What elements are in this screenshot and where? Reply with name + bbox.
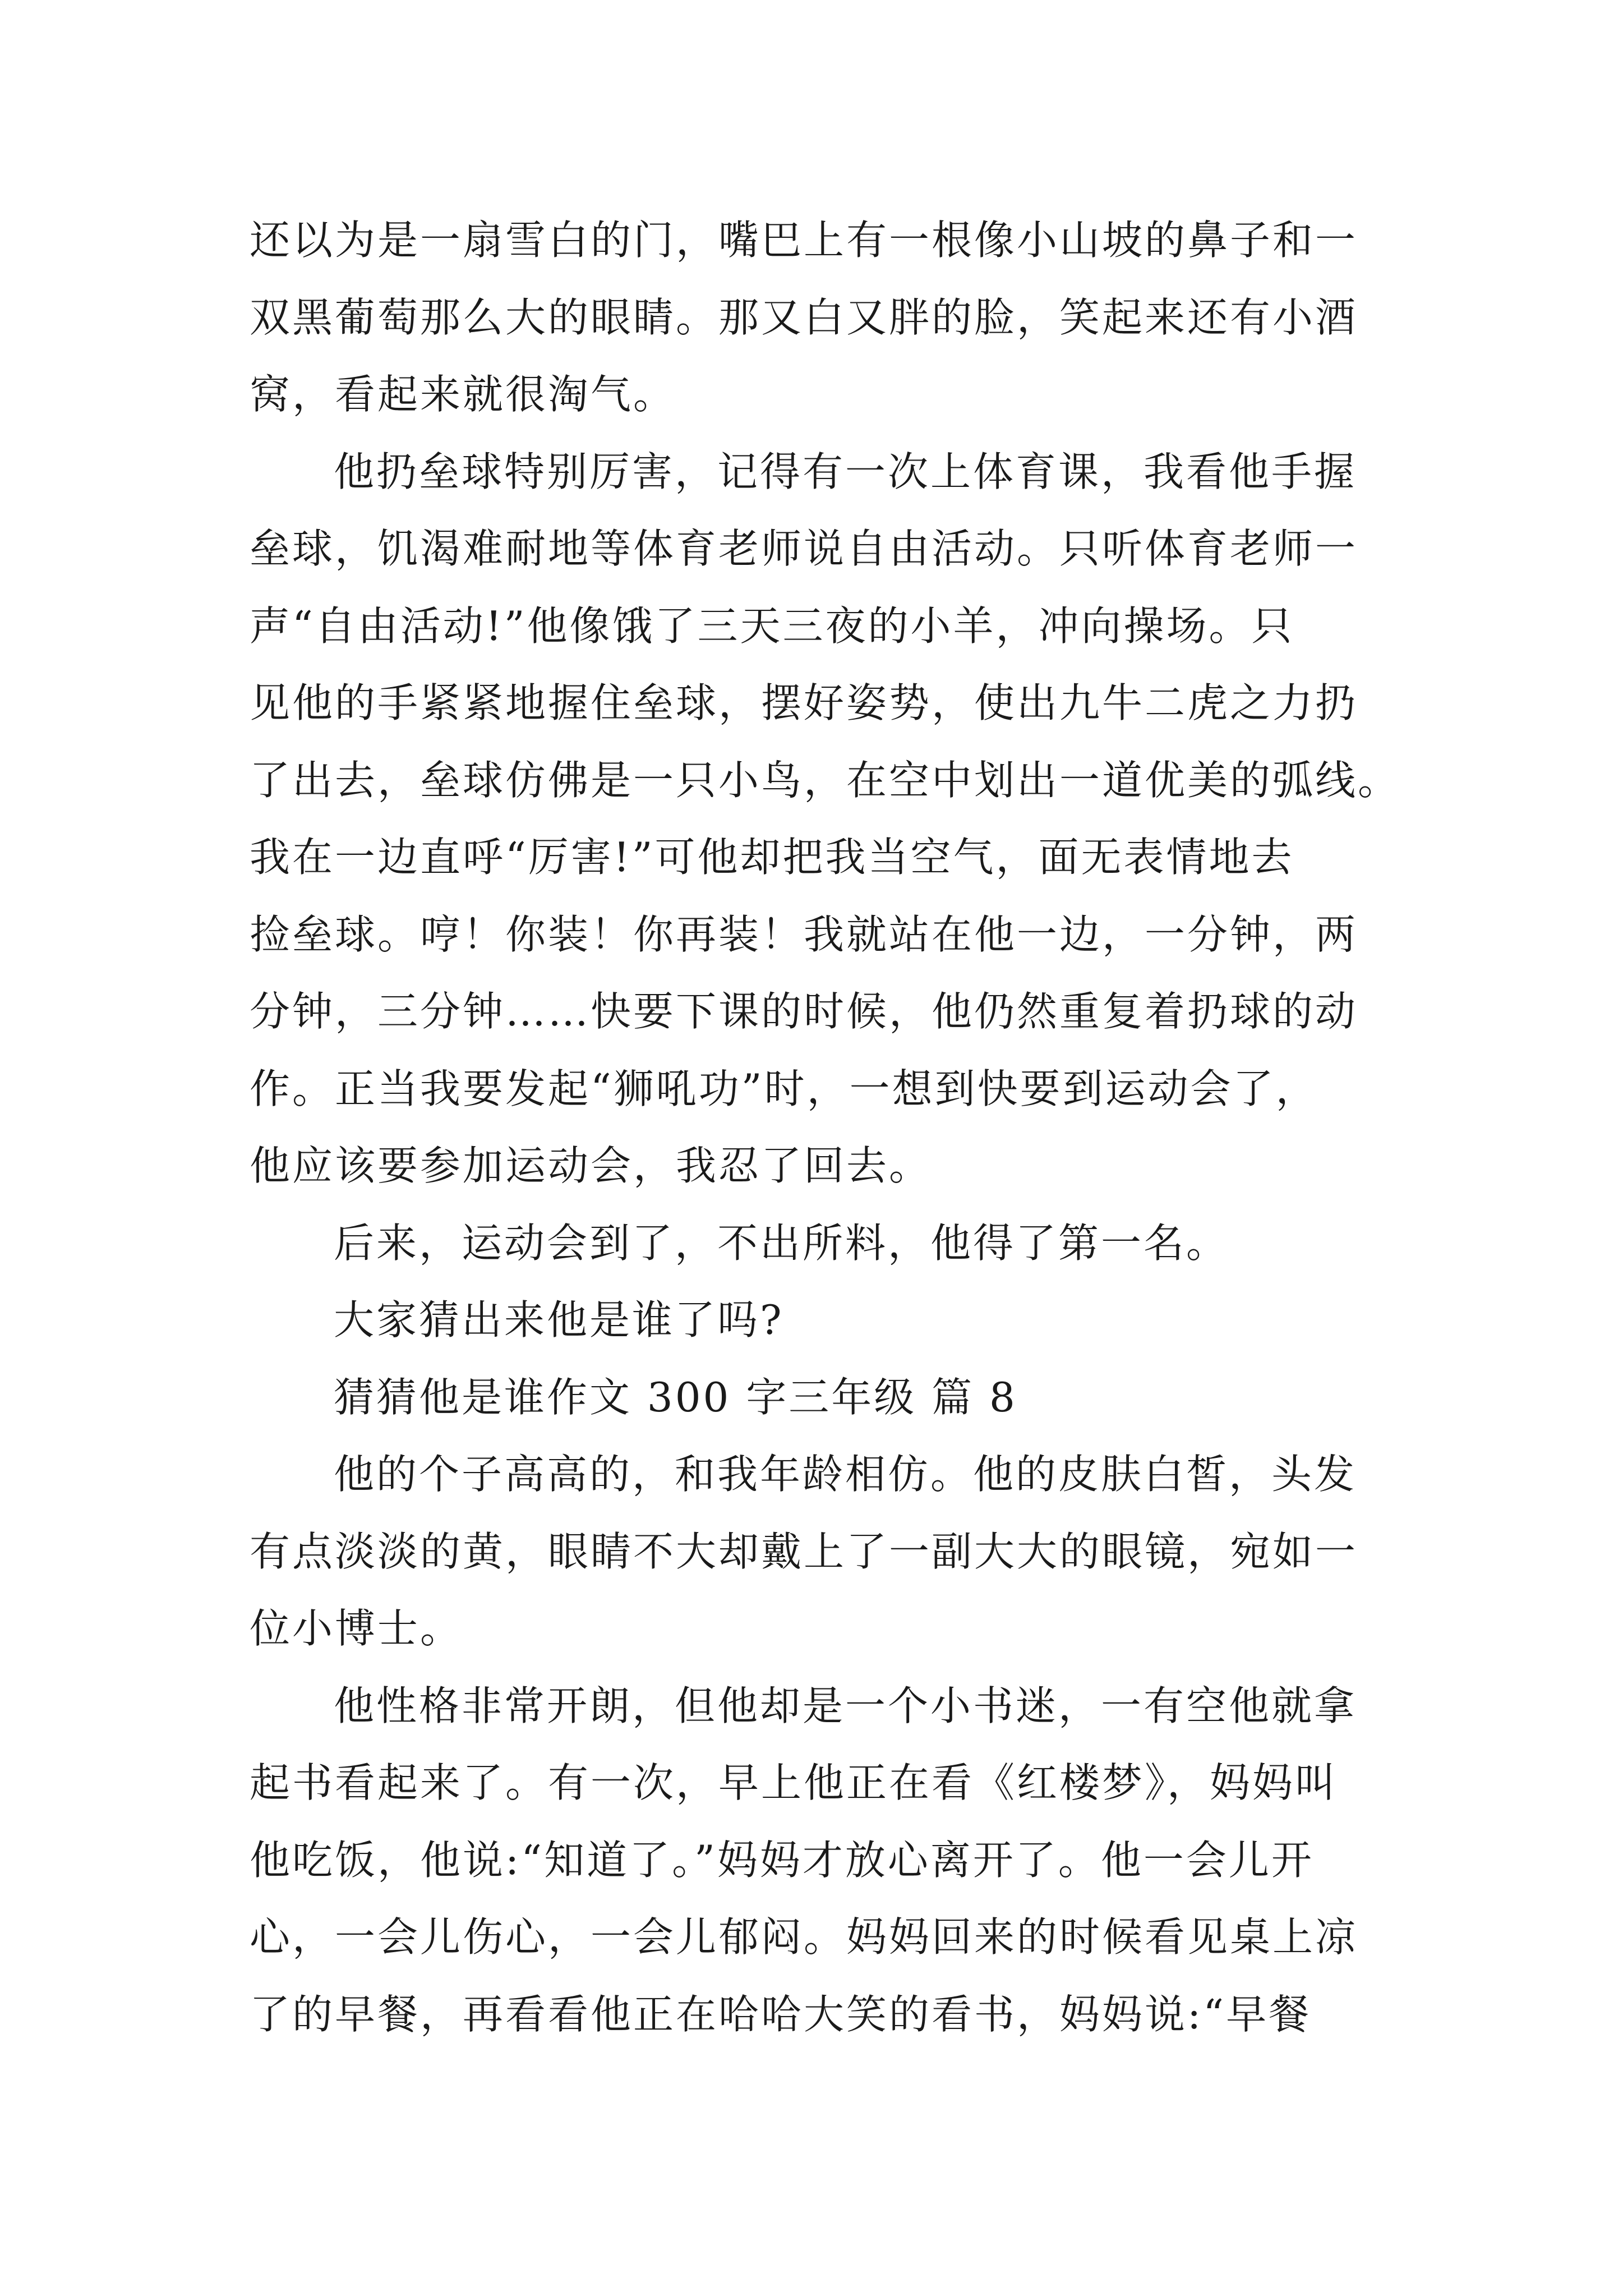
text-line: 声“自由活动!”他像饿了三天三夜的小羊，冲向操场。只 (250, 602, 1294, 650)
paragraph-start-line: 他性格非常开朗，但他却是一个小书迷，一有空他就拿 (334, 1682, 1357, 1729)
text-line: 有点淡淡的黄，眼睛不大却戴上了一副大大的眼镜，宛如一 (250, 1527, 1358, 1575)
document-body (250, 202, 1401, 2053)
text-line: 我在一边直呼“厉害!”可他却把我当空气，面无表情地去 (250, 834, 1294, 881)
text-line: 了出去，垒球仿佛是一只小鸟，在空中划出一道优美的弧线。 (250, 756, 1401, 804)
text-line: 作。正当我要发起“狮吼功”时，一想到快要到运动会了， (250, 1065, 1318, 1112)
text-line: 起书看起来了。有一次，早上他正在看《红楼梦》，妈妈叫 (250, 1759, 1338, 1806)
text-line: 心，一会儿伤心，一会儿郁闷。妈妈回来的时候看见桌上凉 (250, 1913, 1358, 1961)
paragraph-start-line: 他扔垒球特别厉害，记得有一次上体育课，我看他手握 (334, 448, 1357, 495)
text-line: 垒球，饥渴难耐地等体育老师说自由活动。只听体育老师一 (250, 525, 1358, 572)
text-line: 见他的手紧紧地握住垒球，摆好姿势，使出九牛二虎之力扔 (250, 679, 1358, 726)
paragraph-start-line: 他的个子高高的，和我年龄相仿。他的皮肤白皙，头发 (334, 1451, 1357, 1498)
text-line: 双黑葡萄那么大的眼睛。那又白又胖的脸，笑起来还有小酒 (250, 293, 1358, 341)
text-line: 他吃饭，他说:“知道了。”妈妈才放心离开了。他一会儿开 (250, 1836, 1314, 1884)
text-line: 他应该要参加运动会，我忍了回去。 (250, 1142, 932, 1189)
text-line: 位小博士。 (250, 1605, 463, 1652)
text-line: 窝，看起来就很淘气。 (250, 371, 676, 418)
text-line: 了的早餐，再看看他正在哈哈大笑的看书，妈妈说:“早餐 (250, 1990, 1312, 2038)
section-heading: 猜猜他是谁作文 300 字三年级 篇 8 (334, 1373, 1017, 1421)
paragraph-start-line: 后来，运动会到了，不出所料，他得了第一名。 (334, 1219, 1229, 1267)
paragraph-start-line: 大家猜出来他是谁了吗? (334, 1296, 784, 1343)
text-line: 捡垒球。哼！你装！你再装！我就站在他一边，一分钟，两 (250, 910, 1358, 958)
text-line: 分钟，三分钟……快要下课的时候，他仍然重复着扔球的动 (250, 988, 1358, 1035)
text-line: 还以为是一扇雪白的门，嘴巴上有一根像小山坡的鼻子和一 (250, 217, 1358, 264)
